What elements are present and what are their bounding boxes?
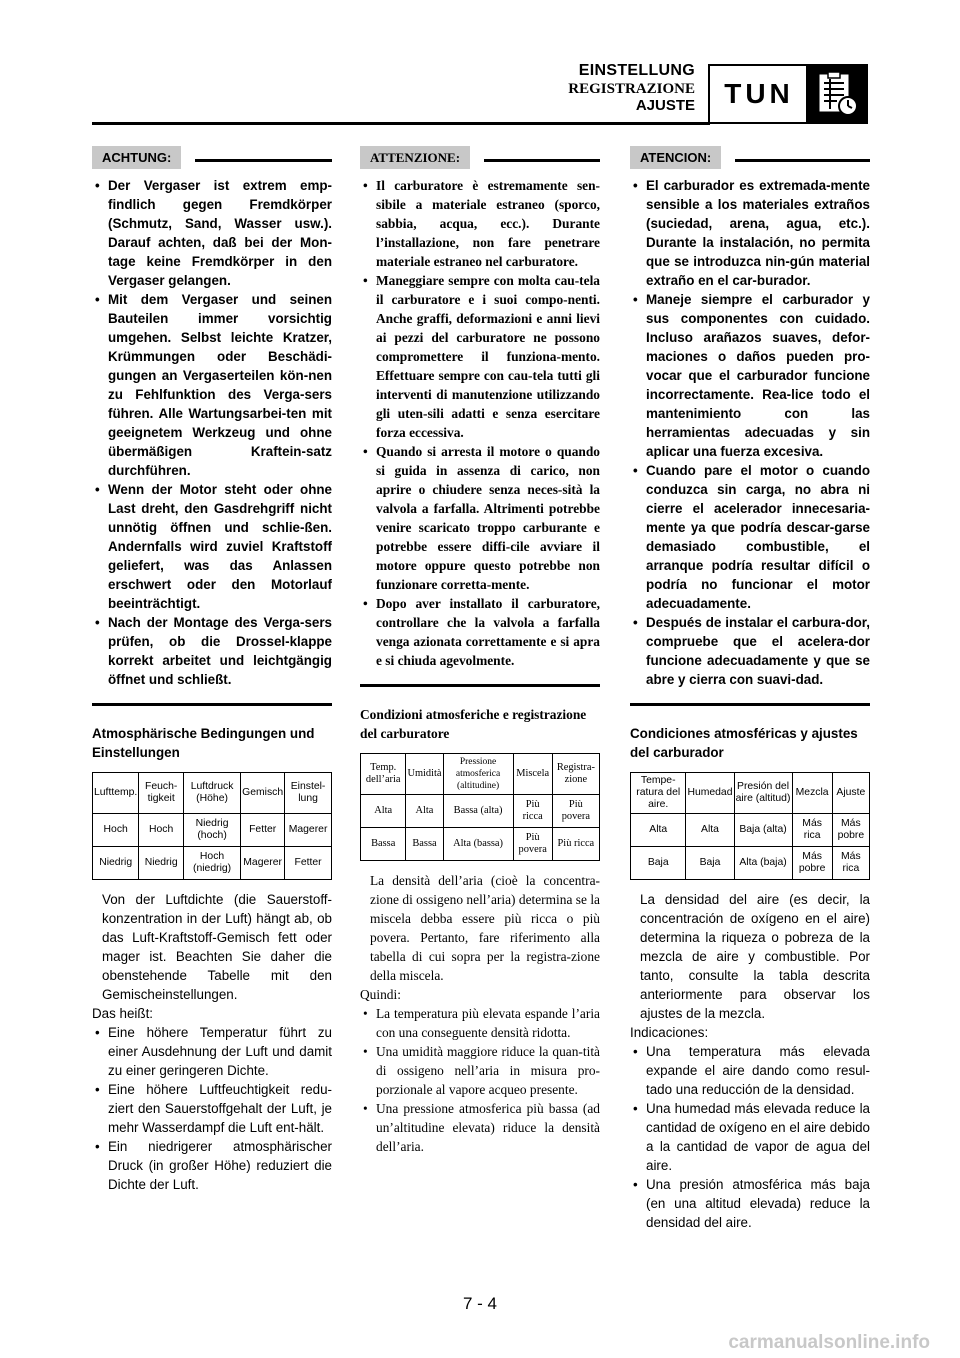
column-german: [92, 146, 332, 1194]
list-item: • La temperatura più elevata espande l’aria con una conseguente densità ridotta.: [360, 1004, 600, 1042]
list-item: • Il carburatore è estremamente sen-sibile a materiale estraneo (sporco, sabbia, acqua, ecc.). Durante l’installazione, non fare penetrare materiale estraneo nel carburatore.: [360, 176, 600, 271]
warning-heading: [360, 146, 600, 168]
header-titles: [568, 62, 695, 114]
header-rule: [92, 122, 710, 125]
warning-heading: [630, 146, 870, 168]
divider: [360, 684, 600, 687]
warning-label: ACHTUNG:: [92, 146, 181, 169]
list-item: • Der Vergaser ist extrem emp-findlich gegen Fremdkörper (Schmutz, Sand, Wasser usw.). Darauf achten, daß bei der Mon-tage keine Fremdkörper in den Vergaser gelangen.: [92, 176, 332, 290]
lead-text: Indicaciones:: [630, 1025, 709, 1040]
list-item: • Mit dem Vergaser und seinen Bauteilen immer vorsichtig umgehen. Selbst leichte Kratzer, Krümmungen oder Beschädi-gungen an Vergaserteilen kön-nen zu Fehlfunktion des Verga-sers führen. Alle Wartungsarbei-ten mit geeignetem Werkzeug und ohne übermäßigen Kraftein-satz durchführen.: [92, 290, 332, 480]
divider: [630, 703, 870, 706]
conditions-table: [92, 772, 332, 880]
list-item: • Una presión atmosférica más baja (en una altitud elevada) reduce la densidad del aire.: [630, 1175, 870, 1232]
list-item: • Eine höhere Temperatur führt zu einer Ausdehnung der Luft und damit zu einer geringeren Dichte.: [92, 1023, 332, 1080]
section-title: Condizioni atmosferiche e registrazione del carburatore: [360, 707, 587, 741]
list-item: • Eine höhere Luftfeuchtigkeit redu-ziert den Sauerstoffgehalt der Luft, je mehr Wasserdampf die Luft ent-hält.: [92, 1080, 332, 1137]
list-item: • El carburador es extremada-mente sensible a los materiales extraños (suciedad, arena, agua, etc.). Durante la instalación, no permita que se introduzca nin-gún material extraño en el car-burador.: [630, 176, 870, 290]
list-item: • Quando si arresta il motore o quando si guida in assenza di carico, non aprire o chiudere senza neces-sità la valvola a farfalla. Altrimenti potrebbe venire scaricato troppo carburante e potrebbe essere diffi-cile avviare il motore oppure questo potrebbe non funzionare corretta-mente.: [360, 442, 600, 594]
list-item: • Wenn der Motor steht oder ohne Last dreht, den Gasdrehgriff nicht unnötig öffnen und schlie-ßen. Andernfalls wird zuviel Kraftstoff geliefert, was das Anlassen erschwert oder den Motorlauf beeinträchtigt.: [92, 480, 332, 613]
header-title-es: AJUSTE: [635, 97, 695, 114]
header-title-de: EINSTELLUNG: [578, 62, 695, 79]
warning-list: [92, 176, 332, 689]
warning-heading: [92, 146, 332, 168]
clipboard-timer-icon: [806, 64, 868, 124]
section-title: Condiciones atmosféricas y ajustes del carburador: [630, 726, 858, 760]
page-header: [0, 56, 960, 126]
header-title-it: REGISTRAZIONE: [568, 81, 695, 97]
list-item: • Nach der Montage des Verga-sers prüfen, ob die Drossel-klappe korrekt arbeitet und leichtgängig öffnet und schließt.: [92, 613, 332, 689]
column-italian: [360, 146, 600, 1156]
body-paragraph: La densità dell’aria (cioè la concentra-zione di ossigeno nell’aria) determina se la miscela debba essere più ricca o più povera. Pertanto, fare riferimento alla tabella di cui sopra per la registra-zione della miscela.: [370, 873, 600, 983]
warning-list: [360, 176, 600, 670]
warning-list: [630, 176, 870, 689]
list-item: • Una humedad más elevada reduce la cantidad de oxígeno en el aire debido a la cantidad de vapor de agua del aire.: [630, 1099, 870, 1175]
table-row: Bassa Bassa Alta (bassa) Più povera Più ricca: [361, 828, 600, 861]
list-item: • Después de instalar el carbura-dor, compruebe que el acelera-dor funcione adecuadamente y que se abre y cierra con suavi-dad.: [630, 613, 870, 689]
table-row: Tempe-ratura del aire. Humedad Presión del aire (altitud) Mezcla Ajuste: [631, 773, 870, 814]
fact-list: [360, 1004, 600, 1156]
list-item: • Maneje siempre el carburador y sus componentes con cuidado. Incluso arañazos suaves, defor-maciones o daños pueden pro-vocar que el carburador funcione incorrectamente. Rea-lice todo el mantenimiento con las herramientas adecuadas y sin aplicar una fuerza excesiva.: [630, 290, 870, 461]
table-row: Baja Baja Alta (baja) Más pobre Más rica: [631, 847, 870, 880]
warning-label: ATENCION:: [630, 146, 721, 169]
section-code: TUN: [708, 64, 808, 124]
body-paragraph: La densidad del aire (es decir, la concentración de oxígeno en el aire) determina la riqueza o pobreza de la mezcla de aire y combustible. Por tanto, consulte la tabla descrita anteriormente para observar los ajustes de la mezcla.: [640, 892, 870, 1021]
lead-text: Das heißt:: [92, 1006, 154, 1021]
page-number: 7 - 4: [462, 1294, 498, 1313]
body-paragraph: Von der Luftdichte (die Sauerstoff-konzentration in der Luft) hängt ab, ob das Luft-Kraftstoff-Gemisch fett oder mager ist. Beachten Sie daher die obenstehende Tabelle mit den Gemischeinstellungen.: [102, 892, 332, 1002]
list-item: • Dopo aver installato il carburatore, controllare che la valvola a farfalla venga azionata correttamente e si apra e si chiuda agevolmente.: [360, 594, 600, 670]
divider: [92, 703, 332, 706]
table-row: Hoch Hoch Niedrig (hoch) Fetter Magerer: [93, 814, 332, 847]
table-row: Alta Alta Baja (alta) Más rica Más pobre: [631, 814, 870, 847]
table-row: Alta Alta Bassa (alta) Più ricca Più povera: [361, 795, 600, 828]
fact-list: [92, 1023, 332, 1194]
list-item: • Una temperatura más elevada expande el aire dando como resul-tado una reducción de la densidad.: [630, 1042, 870, 1099]
lead-text: Quindi:: [360, 987, 401, 1002]
table-row: Lufttemp. Feuch-tigkeit Luftdruck (Höhe) Gemisch Einstel-lung: [93, 773, 332, 814]
table-row: Niedrig Niedrig Hoch (niedrig) Magerer Fetter: [93, 847, 332, 880]
list-item: • Ein niedrigerer atmosphärischer Druck (in großer Höhe) reduziert die Dichte der Luft.: [92, 1137, 332, 1194]
watermark: carmanualsonline.info: [728, 1332, 930, 1353]
list-item: • Una umidità maggiore riduce la quan-tità di ossigeno nell’aria in misura pro-porzionale al vapore acqueo presente.: [360, 1042, 600, 1099]
list-item: • Una pressione atmosferica più bassa (ad un’altitudine elevata) riduce la densità dell’aria.: [360, 1099, 600, 1156]
fact-list: [630, 1042, 870, 1232]
conditions-table: [360, 753, 600, 861]
list-item: • Cuando pare el motor o cuando conduzca sin carga, no abra ni cierre el acelerador innecesaria-mente ya que podría descar-garse demasiado combustible, el arranque podría resultar difícil o podría no funcionar el motor adecuadamente.: [630, 461, 870, 613]
warning-label: ATTENZIONE:: [360, 146, 470, 169]
column-spanish: [630, 146, 870, 1232]
list-item: • Maneggiare sempre con molta cau-tela il carburatore e i suoi compo-nenti. Anche graffi, deformazioni e anni lievi ai pezzi del carburatore ne possono compromettere il funziona-mento. Effettuare sempre con cau-tela tutti gli interventi di manutenzione utilizzando gli uten-sili adatti e senza esercitare forza eccessiva.: [360, 271, 600, 442]
table-row: Temp. dell’aria Umidità Pressione atmosferica (altitudine) Miscela Registra-zione: [361, 754, 600, 795]
conditions-table: [630, 772, 870, 880]
section-title: Atmosphärische Bedingungen und Einstellungen: [92, 726, 315, 760]
